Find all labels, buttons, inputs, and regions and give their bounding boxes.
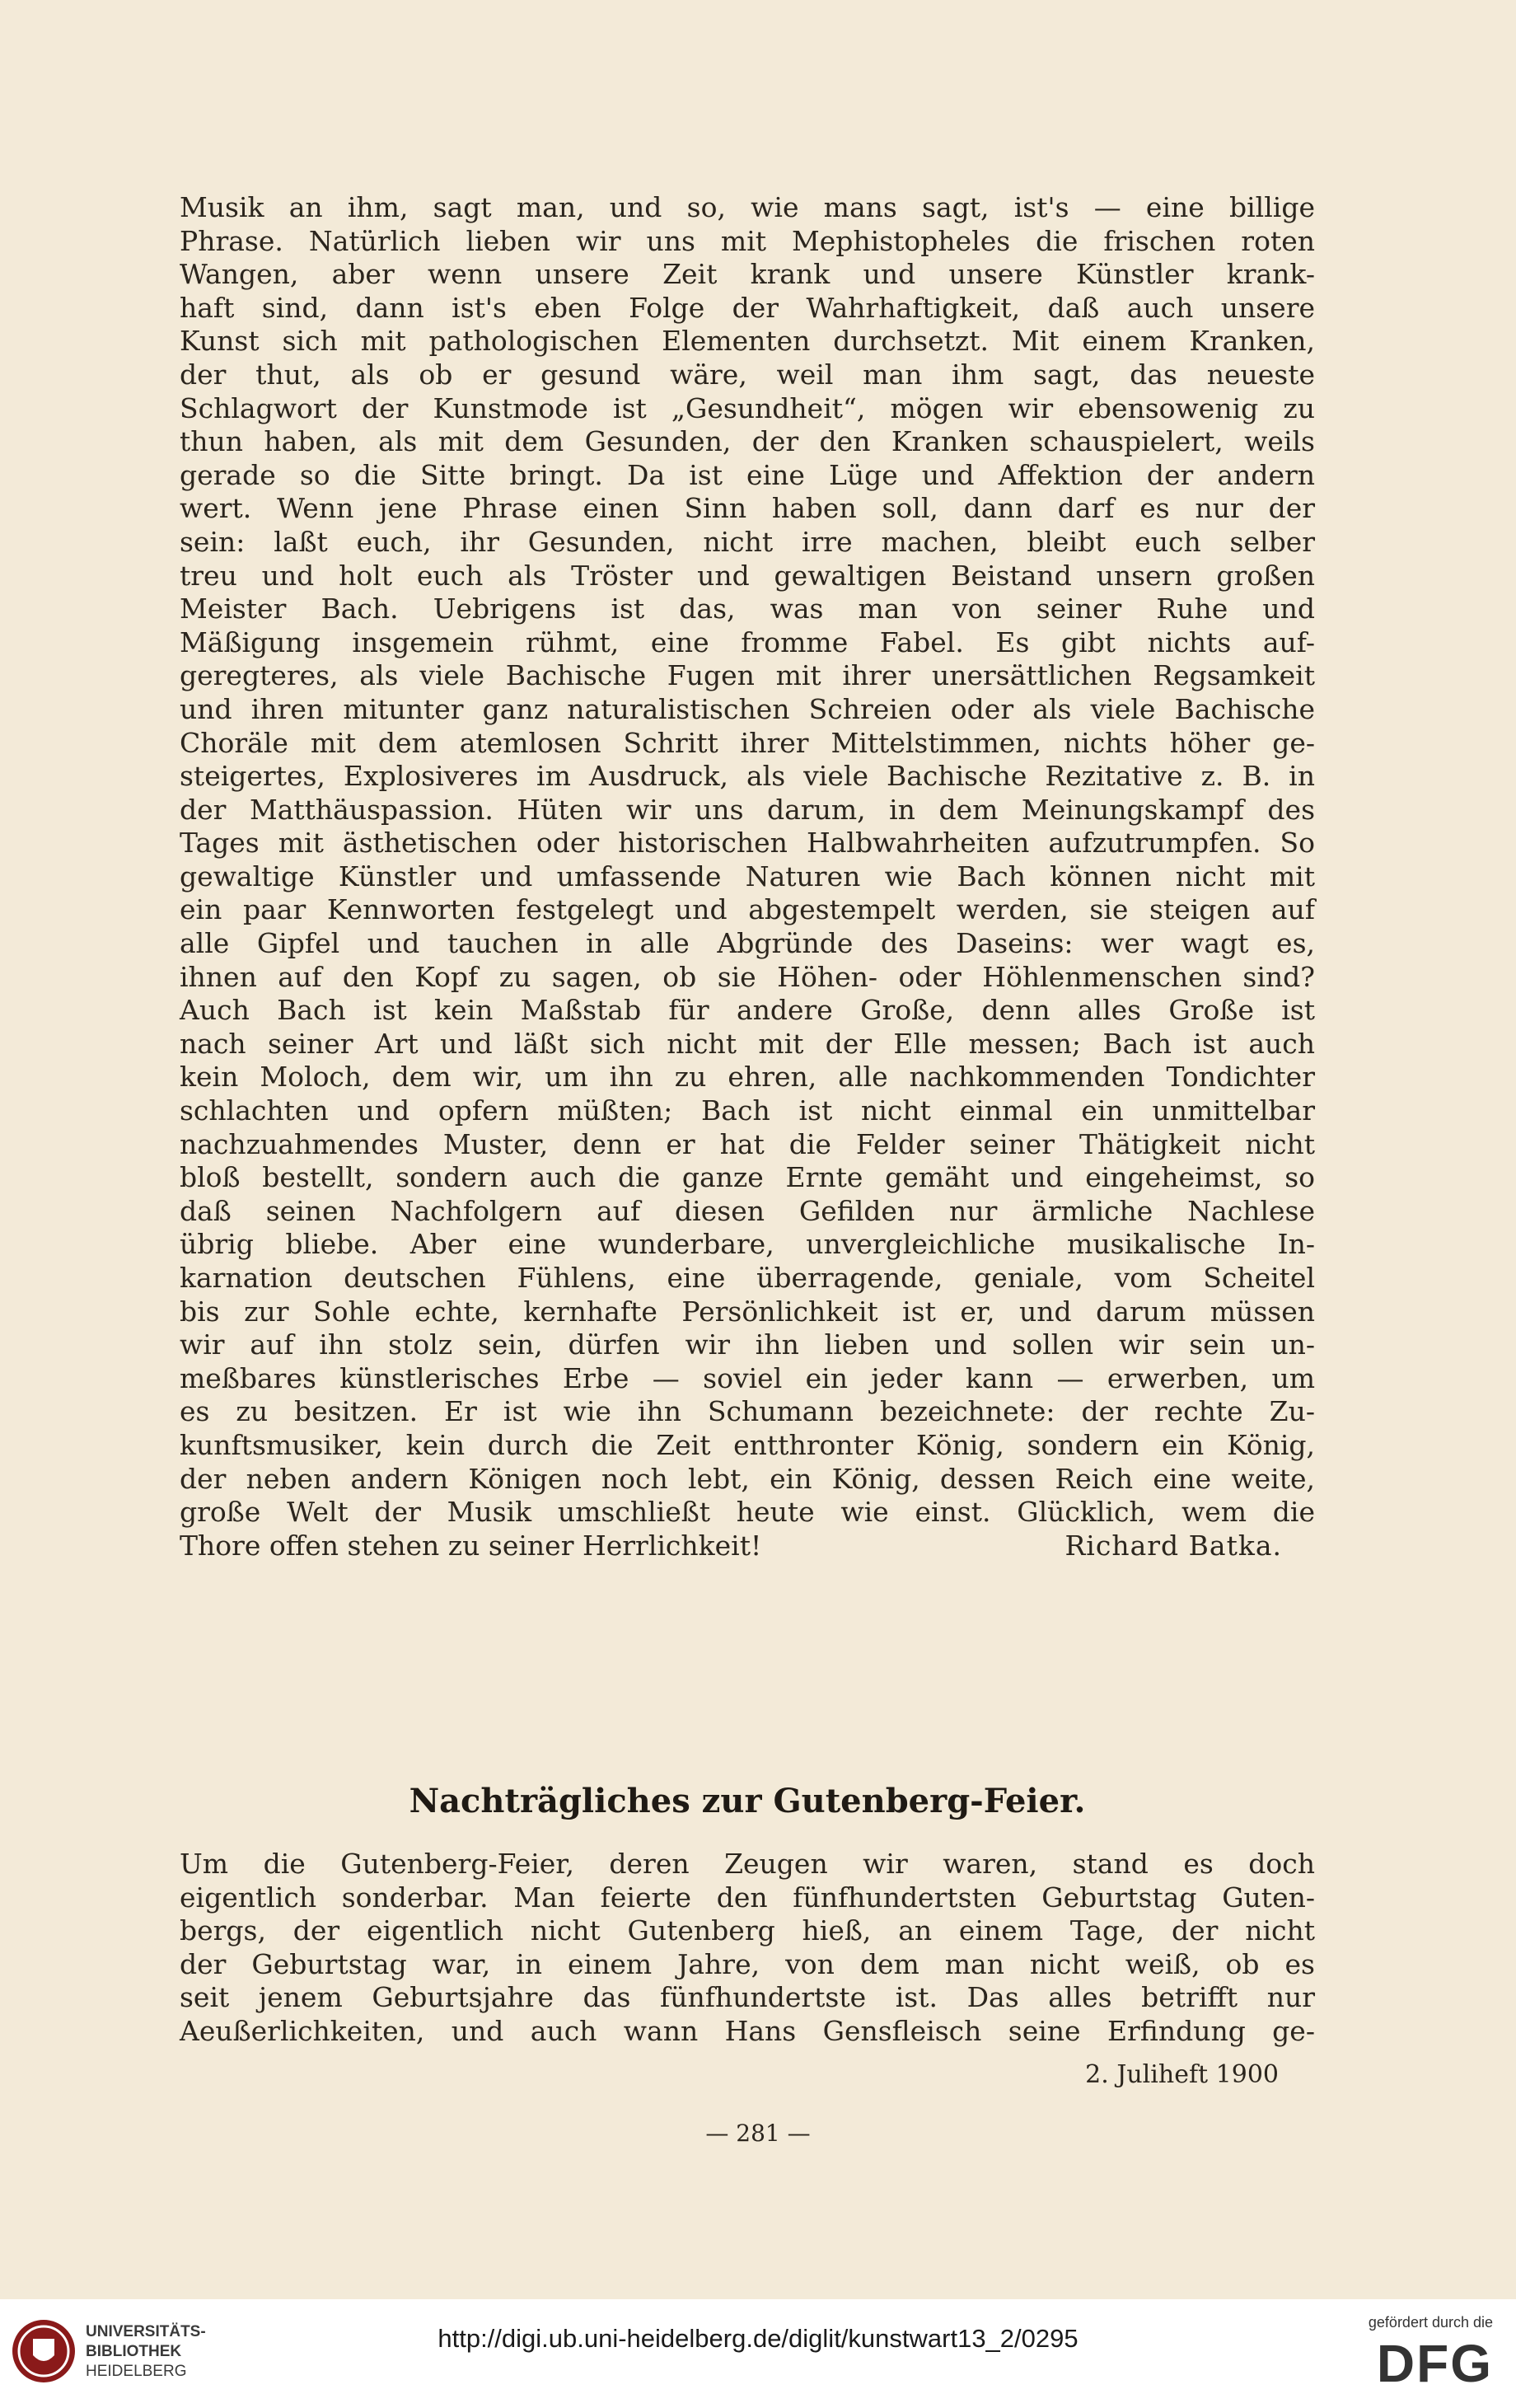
funding-text: gefördert durch die: [1368, 2314, 1493, 2331]
institution-line3: HEIDELBERG: [86, 2363, 187, 2380]
article-gutenberg-text: [180, 1848, 1315, 2049]
text-line: ein paar Kennworten festgelegt und abgestempelt werden, sie steigen auf: [180, 893, 1315, 926]
source-url-link[interactable]: http://digi.ub.uni-heidelberg.de/diglit/kunstwart13_2/0295: [437, 2324, 1079, 2353]
viewer-footer: [0, 2299, 1516, 2408]
text-line: sein: laßt euch, ihr Gesunden, nicht irre machen, bleibt euch selber: [180, 525, 1315, 558]
text-line: übrig bliebe. Aber eine wunderbare, unvergleichliche musikalische In-: [180, 1228, 1315, 1261]
text-line: treu und holt euch als Tröster und gewaltigen Beistand unsern großen: [180, 559, 1315, 592]
page-number: — 281 —: [705, 2120, 811, 2147]
text-line: der Geburtstag war, in einem Jahre, von dem man nicht weiß, ob es: [180, 1947, 1315, 1980]
article-heading: Nachträgliches zur Gutenberg-Feier.: [409, 1782, 1086, 1820]
text-line: Um die Gutenberg-Feier, deren Zeugen wir waren, stand es doch: [180, 1848, 1315, 1880]
text-line: Kunst sich mit pathologischen Elementen durchsetzt. Mit einem Kranken,: [180, 325, 1315, 358]
text-line: der Matthäuspassion. Hüten wir uns darum, in dem Meinungskampf des: [180, 793, 1315, 826]
text-line: Phrase. Natürlich lieben wir uns mit Mephistopheles die frischen roten: [180, 224, 1315, 257]
closing-line: [180, 1530, 1315, 1563]
author-signature: Richard Batka.: [1064, 1529, 1282, 1562]
text-line: Musik an ihm, sagt man, und so, wie mans sagt, ist's — eine billige: [180, 191, 1315, 223]
institution-line1: UNIVERSITÄTS-: [86, 2323, 206, 2340]
text-line: gerade so die Sitte bringt. Da ist eine Lüge und Affektion der andern: [180, 458, 1315, 491]
text-line: kein Moloch, dem wir, um ihn zu ehren, alle nachkommenden Tondichter: [180, 1061, 1315, 1094]
text-line: meßbares künstlerisches Erbe — soviel ein jeder kann — erwerben, um: [180, 1361, 1315, 1394]
institution-line2: BIBLIOTHEK: [86, 2343, 182, 2360]
text-line: eigentlich sonderbar. Man feierte den fünfhundertsten Geburtstag Guten-: [180, 1881, 1315, 1914]
text-line: seit jenem Geburtsjahre das fünfhundertste ist. Das alles betrifft nur: [180, 1981, 1315, 2014]
text-line: daß seinen Nachfolgern auf diesen Gefilden nur ärmliche Nachlese: [180, 1194, 1315, 1227]
text-line: es zu besitzen. Er ist wie ihn Schumann bezeichnete: der rechte Zu-: [180, 1395, 1315, 1428]
text-line: wir auf ihn stolz sein, dürfen wir ihn lieben und sollen wir sein un-: [180, 1328, 1315, 1361]
text-line: bergs, der eigentlich nicht Gutenberg hieß, an einem Tage, der nicht: [180, 1914, 1315, 1947]
text-line: Choräle mit dem atemlosen Schritt ihrer Mittelstimmen, nichts höher ge-: [180, 726, 1315, 759]
text-line: Wangen, aber wenn unsere Zeit krank und unsere Künstler krank-: [180, 258, 1315, 291]
text-line: Schlagwort der Kunstmode ist „Gesundheit“, mögen wir ebensowenig zu: [180, 391, 1315, 424]
dfg-logo: DFG: [1376, 2334, 1493, 2393]
issue-note: 2. Juliheft 1900: [1085, 2060, 1279, 2089]
text-line: gewaltige Künstler und umfassende Naturen wie Bach können nicht mit: [180, 860, 1315, 892]
text-line: Thore offen stehen zu seiner Herrlichkeit!: [180, 1529, 762, 1562]
text-line: bloß bestellt, sondern auch die ganze Ernte gemäht und eingeheimst, so: [180, 1161, 1315, 1194]
article-batka-text: [180, 191, 1315, 1562]
text-line: Auch Bach ist kein Maßstab für andere Große, denn alles Große ist: [180, 994, 1315, 1027]
text-line: nachzuahmendes Muster, denn er hat die Felder seiner Thätigkeit nicht: [180, 1127, 1315, 1160]
text-line: Meister Bach. Uebrigens ist das, was man von seiner Ruhe und: [180, 593, 1315, 625]
text-line: haft sind, dann ist's eben Folge der Wahrhaftigkeit, daß auch unsere: [180, 291, 1315, 324]
text-line: kunftsmusiker, kein durch die Zeit entthronter König, sondern ein König,: [180, 1428, 1315, 1461]
text-line: der thut, als ob er gesund wäre, weil man ihm sagt, das neueste: [180, 358, 1315, 391]
text-line: und ihren mitunter ganz naturalistischen Schreien oder als viele Bachische: [180, 692, 1315, 725]
text-line: Aeußerlichkeiten, und auch wann Hans Gensfleisch seine Erfindung ge-: [180, 2014, 1315, 2047]
text-line: ihnen auf den Kopf zu sagen, ob sie Höhen- oder Höhlenmenschen sind?: [180, 960, 1315, 993]
text-line: geregteres, als viele Bachische Fugen mit ihrer unersättlichen Regsamkeit: [180, 659, 1315, 692]
text-line: Tages mit ästhetischen oder historischen Halbwahrheiten aufzutrumpfen. So: [180, 827, 1315, 860]
text-line: Mäßigung insgemein rühmt, eine fromme Fabel. Es gibt nichts auf-: [180, 625, 1315, 658]
text-line: thun haben, als mit dem Gesunden, der den Kranken schauspielert, weils: [180, 425, 1315, 458]
text-line: alle Gipfel und tauchen in alle Abgründe des Daseins: wer wagt es,: [180, 927, 1315, 960]
text-line: steigertes, Explosiveres im Ausdruck, als viele Bachische Rezitative z. B. in: [180, 760, 1315, 793]
text-line: große Welt der Musik umschließt heute wie einst. Glücklich, wem die: [180, 1496, 1315, 1529]
text-line: der neben andern Königen noch lebt, ein König, dessen Reich eine weite,: [180, 1462, 1315, 1495]
text-line: karnation deutschen Fühlens, eine überragende, geniale, vom Scheitel: [180, 1262, 1315, 1294]
text-line: schlachten und opfern müßten; Bach ist nicht einmal ein unmittelbar: [180, 1094, 1315, 1127]
text-line: nach seiner Art und läßt sich nicht mit der Elle messen; Bach ist auch: [180, 1027, 1315, 1060]
text-line: wert. Wenn jene Phrase einen Sinn haben soll, dann darf es nur der: [180, 492, 1315, 525]
text-line: bis zur Sohle echte, kernhafte Persönlichkeit ist er, und darum müssen: [180, 1295, 1315, 1328]
